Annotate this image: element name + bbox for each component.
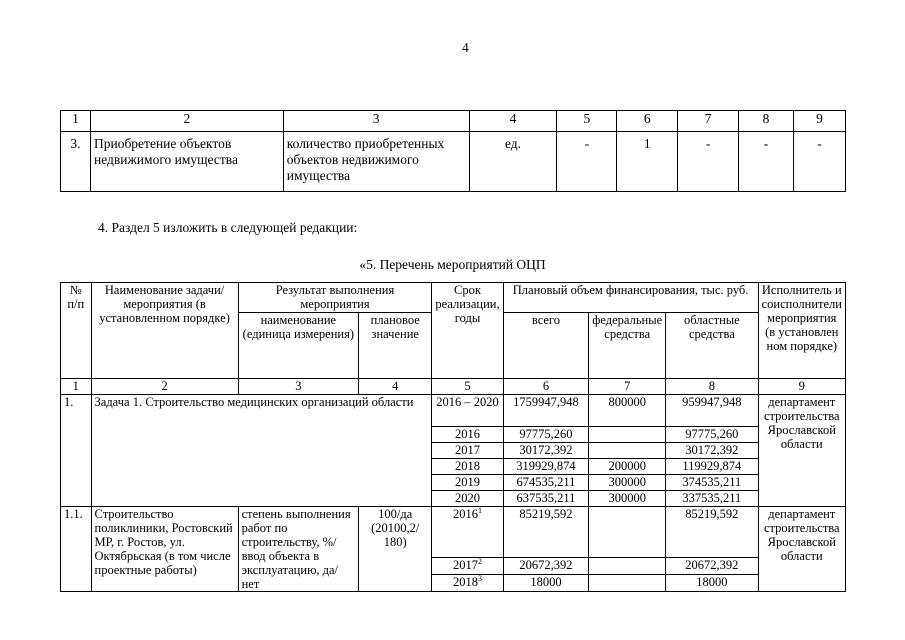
total-cell: 637535,211	[503, 491, 589, 507]
table-1-header-row	[61, 111, 846, 132]
total-cell: 20672,392	[503, 558, 589, 575]
regional-cell: 374535,211	[666, 475, 758, 491]
executor-cell: департамент строительства Ярославской области	[758, 507, 845, 592]
table-2	[60, 282, 846, 592]
unit-cell: ед.	[469, 132, 557, 192]
table-2-header-row	[61, 283, 846, 313]
item-plan: 100/да (20100,2/ 180)	[359, 507, 432, 592]
column-number: 2	[91, 379, 238, 395]
year-cell: 2017$^2$	[432, 558, 503, 575]
regional-cell: 337535,211	[666, 491, 758, 507]
header-result-plan: плановое значение	[359, 313, 432, 379]
header-executor: Исполнитель и соисполнители мероприятия (в установлен ном порядке)	[758, 283, 845, 379]
year-cell: 2020	[432, 491, 503, 507]
page-number: 4	[462, 40, 469, 55]
year-cell: 2019	[432, 475, 503, 491]
column-number: 7	[589, 379, 666, 395]
regional-cell: 20672,392	[666, 558, 758, 575]
year-cell: 2018$^3$	[432, 575, 503, 592]
year-cell: 2018	[432, 459, 503, 475]
column-number: 5	[432, 379, 503, 395]
total-cell: 1759947,948	[503, 395, 589, 427]
column-number: 3	[238, 379, 358, 395]
table-1-row	[61, 132, 846, 192]
federal-cell	[589, 558, 666, 575]
indicator-name: количество приобретенных объектов недвижимого имущества	[283, 132, 469, 192]
item-row	[61, 507, 846, 558]
regional-cell: 85219,592	[666, 507, 758, 558]
item-indicator: степень выполнения работ по строительству, %/ ввод объекта в эксплуатацию, да/нет	[238, 507, 358, 592]
year-cell: 2016	[432, 427, 503, 443]
regional-cell: 18000	[666, 575, 758, 592]
regional-cell: 119929,874	[666, 459, 758, 475]
total-cell: 674535,211	[503, 475, 589, 491]
header-total: всего	[503, 313, 589, 379]
column-numbers-row	[61, 379, 846, 395]
value-cell: -	[678, 132, 739, 192]
total-cell: 319929,874	[503, 459, 589, 475]
paragraph: 4. Раздел 5 изложить в следующей редакции:	[98, 220, 358, 235]
header-result-name: наименование (единица измерения)	[238, 313, 358, 379]
executor-cell: департамент строительства Ярославской области	[758, 395, 845, 507]
table-1-header-cell: 7	[678, 111, 739, 132]
table-1-header-cell: 5	[557, 111, 617, 132]
regional-cell: 959947,948	[666, 395, 758, 427]
federal-cell: 300000	[589, 491, 666, 507]
federal-cell: 200000	[589, 459, 666, 475]
header-task: Наименование задачи/мероприятия (в установленном порядке)	[91, 283, 238, 379]
value-cell: -	[557, 132, 617, 192]
total-cell: 85219,592	[503, 507, 589, 558]
table-1-header-cell: 8	[739, 111, 794, 132]
table-1-header-cell: 1	[61, 111, 91, 132]
header-result: Результат выполнения мероприятия	[238, 283, 432, 313]
year-cell: 2017	[432, 443, 503, 459]
section-title: «5. Перечень мероприятий ОЦП	[359, 257, 546, 272]
task-number: 1.	[61, 395, 92, 507]
federal-cell	[589, 443, 666, 459]
total-cell: 30172,392	[503, 443, 589, 459]
header-finance: Плановый объем финансирования, тыс. руб.	[503, 283, 758, 313]
item-name: Строительство поликлиники, Ростовский МР, г. Ростов, ул. Октябрьская (в том числе проектные работы)	[91, 507, 238, 592]
header-number: № п/п	[61, 283, 92, 379]
federal-cell	[589, 575, 666, 592]
federal-cell: 300000	[589, 475, 666, 491]
federal-cell	[589, 427, 666, 443]
table-1-header-cell: 9	[794, 111, 846, 132]
regional-cell: 97775,260	[666, 427, 758, 443]
total-cell: 97775,260	[503, 427, 589, 443]
value-cell: -	[794, 132, 846, 192]
table-1-header-cell: 2	[90, 111, 283, 132]
value-cell: 1	[617, 132, 678, 192]
table-1-header-cell: 3	[283, 111, 469, 132]
total-cell: 18000	[503, 575, 589, 592]
task-name: Задача 1. Строительство медицинских организаций области	[91, 395, 432, 507]
row-number: 3.	[61, 132, 91, 192]
task-row	[61, 395, 846, 427]
column-number: 8	[666, 379, 758, 395]
regional-cell: 30172,392	[666, 443, 758, 459]
column-number: 4	[359, 379, 432, 395]
year-cell: 2016$^1$	[432, 507, 503, 558]
column-number: 6	[503, 379, 589, 395]
federal-cell: 800000	[589, 395, 666, 427]
federal-cell	[589, 507, 666, 558]
item-number: 1.1.	[61, 507, 92, 592]
column-number: 9	[758, 379, 845, 395]
header-federal: федеральные средства	[589, 313, 666, 379]
value-cell: -	[739, 132, 794, 192]
table-1-header-cell: 4	[469, 111, 557, 132]
header-regional: областные средства	[666, 313, 758, 379]
table-1	[60, 110, 846, 192]
table-1-header-cell: 6	[617, 111, 678, 132]
item-name: Приобретение объектов недвижимого имущества	[90, 132, 283, 192]
header-term: Срок реализации, годы	[432, 283, 503, 379]
year-cell: 2016 – 2020	[432, 395, 503, 427]
column-number: 1	[61, 379, 92, 395]
